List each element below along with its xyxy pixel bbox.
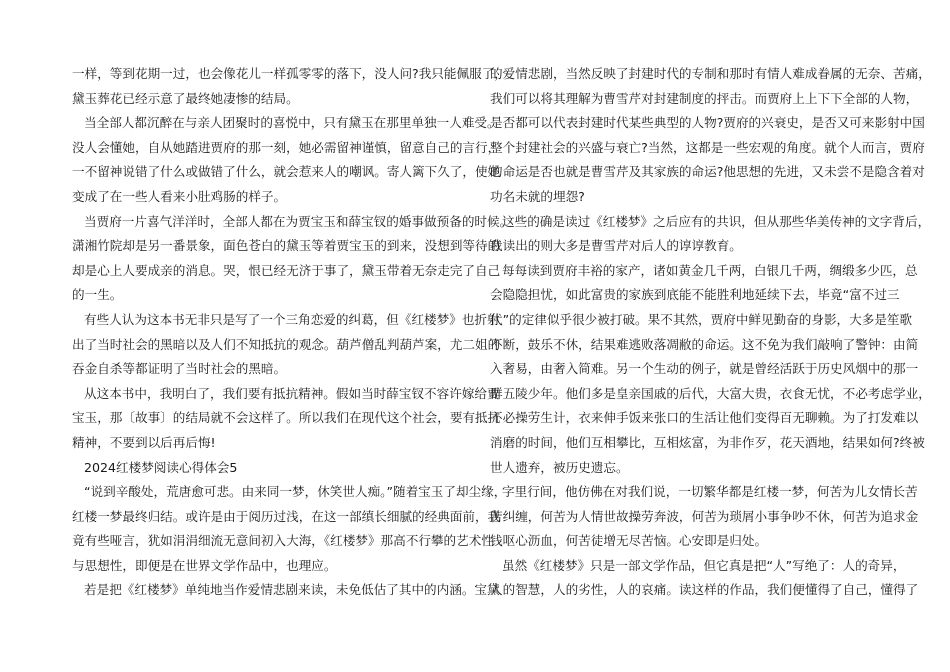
text-line: 潇湘竹院却是另一番景象，面色苍白的黛玉等着贾宝玉的到来，没想到等待的	[72, 238, 501, 254]
text-line: 红楼一梦最终归结。或许是由于阅历过浅，在这一部缜长细腻的经典面前，我	[72, 508, 501, 524]
text-line: 世人遗弃，被历史遗忘。	[490, 459, 629, 475]
text-line: 黛玉葬花已经示意了最终她凄惨的结局。	[72, 90, 299, 106]
text-line: 出了当时社会的黑暗以及人们不知抵抗的观念。葫芦僧乱判葫芦案，尤二姐的	[72, 336, 501, 352]
text-line: 吞金自杀等都证明了当时社会的黑暗。	[72, 361, 287, 377]
text-line: 一样，等到花期一过，也会像花儿一样孤零零的落下，没人问?我只能佩服了，	[72, 66, 507, 81]
text-line: 从这本书中，我明白了，我们要有抵抗精神。假如当时薛宝钗不容许嫁给贾	[84, 385, 500, 401]
text-line: 钱呕心沥血，何苦徒增无尽苦恼。心安即是归处。	[490, 533, 768, 549]
text-line: 人的智慧，人的劣性，人的哀痛。读这样的作品，我们便懂得了自己，懂得了	[490, 582, 919, 598]
text-line: 有些人认为这本书无非只是写了一个三角恋爱的纠葛，但《红楼梦》也折射	[84, 311, 500, 327]
text-line: 一不留神说错了什么或做错了什么，就会惹来人的嘲讽。寄人篱下久了，使她	[72, 164, 501, 180]
text-line: 没人会懂她，自从她踏进贾府的那一刻，她必需留神谨慎，留意自己的言行，	[72, 139, 501, 155]
text-line: “说到辛酸处，荒唐愈可悲。由来同一梦，休笑世人痴。”随着宝玉了却尘缘，	[84, 484, 507, 500]
text-line: 的一生。	[72, 287, 123, 303]
text-line: 不必操劳生计，衣来伸手饭来张口的生活让他们变得百无聊赖。为了打发难以	[490, 410, 919, 426]
text-line: 竟有些哑言，犹如涓涓细流无意间初入大海，《红楼梦》那高不行攀的艺术性	[72, 533, 494, 549]
text-line: 消磨的时间，他们互相攀比，互相炫富，为非作歹，花天酒地，结果如何?终被	[490, 434, 925, 450]
text-line: 会隐隐担忧，如此富贵的家族到底能不能胜利地延续下去，毕竟“富不过三	[490, 287, 900, 303]
text-line: 苦纠缠，何苦为人情世故操劳奔波，何苦为琐屑小事争吵不休，何苦为追求金	[490, 508, 919, 524]
text-line: 当全部人都沉醉在与亲人团聚时的喜悦中，只有黛玉在那里单独一人难受。	[84, 115, 500, 131]
text-line: 的命运是否也就是曹雪芹及其家族的命运?他思想的先进，又未尝不是隐含着对	[490, 164, 925, 180]
text-line: 功名未就的埋怨?	[490, 188, 585, 204]
right-text-column	[490, 62, 931, 603]
text-line: 却是心上人要成亲的消息。哭，恨已经无济于事了，黛玉带着无奈走完了自己	[72, 262, 501, 278]
text-line: 我读出的则大多是曹雪芹对后人的谆谆教育。	[490, 238, 742, 254]
text-line: 宝玉，那〔故事〕的结局就不会这样了。所以我们在现代这个社会，要有抵抗	[72, 410, 501, 426]
text-line: 我们可以将其理解为曹雪芹对封建制度的抨击。而贾府上上下下全部的人物，	[490, 90, 919, 106]
text-line: 入奢易，由奢入简难。另一个生动的例子，就是曾经活跃于历史风烟中的那一	[490, 361, 919, 377]
text-line: 字里行间，他仿佛在对我们说，一切繁华都是红楼一梦，何苦为儿女情长苦	[502, 484, 918, 500]
text-line: 代”的定律似乎很少被打破。果不其然，贾府中鲜见勤奋的身影，大多是笙歌	[490, 311, 913, 327]
section-heading: 2024红楼梦阅读心得体会5	[84, 459, 238, 475]
text-line: 这些的确是读过《红楼梦》之后应有的共识，但从那些华美传神的文字背后，	[502, 213, 931, 229]
text-line: 的爱情悲剧，当然反映了封建时代的专制和那时有情人难成眷属的无奈、苦痛，	[490, 66, 931, 81]
text-line: 虽然《红楼梦》只是一部文学作品，但它真是把“人”写绝了：人的奇异，	[502, 557, 906, 573]
text-line: 与思想性，即便是在世界文学作品中，也理应。	[72, 557, 337, 573]
text-line: 是否都可以代表封建时代某些典型的人物?贾府的兴衰史，是否又可来影射中国	[490, 115, 925, 131]
text-line: 精神，不要到以后再后悔!	[72, 434, 216, 450]
text-line: 每每读到贾府丰裕的家产，诸如黄金几千两，白银几千两，绸缎多少匹，总	[502, 262, 918, 278]
text-line: 不断，鼓乐不休，结果难逃败落凋敝的命运。这不免为我们敲响了警钟：由简	[490, 336, 919, 352]
text-line: 整个封建社会的兴盛与衰亡?当然，这都是一些宏观的角度。就个人而言，贾府	[490, 139, 925, 155]
text-line: 变成了在一些人看来小肚鸡肠的样子。	[72, 188, 287, 204]
text-line: 若是把《红楼梦》单纯地当作爱情悲剧来读，未免低估了其中的内涵。宝黛	[84, 582, 500, 598]
text-line: 当贾府一片喜气洋洋时，全部人都在为贾宝玉和薛宝钗的婚事做预备的时候。	[84, 213, 513, 229]
text-line: 群五陵少年。他们多是皇亲国戚的后代，大富大贵，衣食无忧，不必考虑学业，	[490, 385, 931, 401]
left-text-column	[72, 62, 513, 603]
